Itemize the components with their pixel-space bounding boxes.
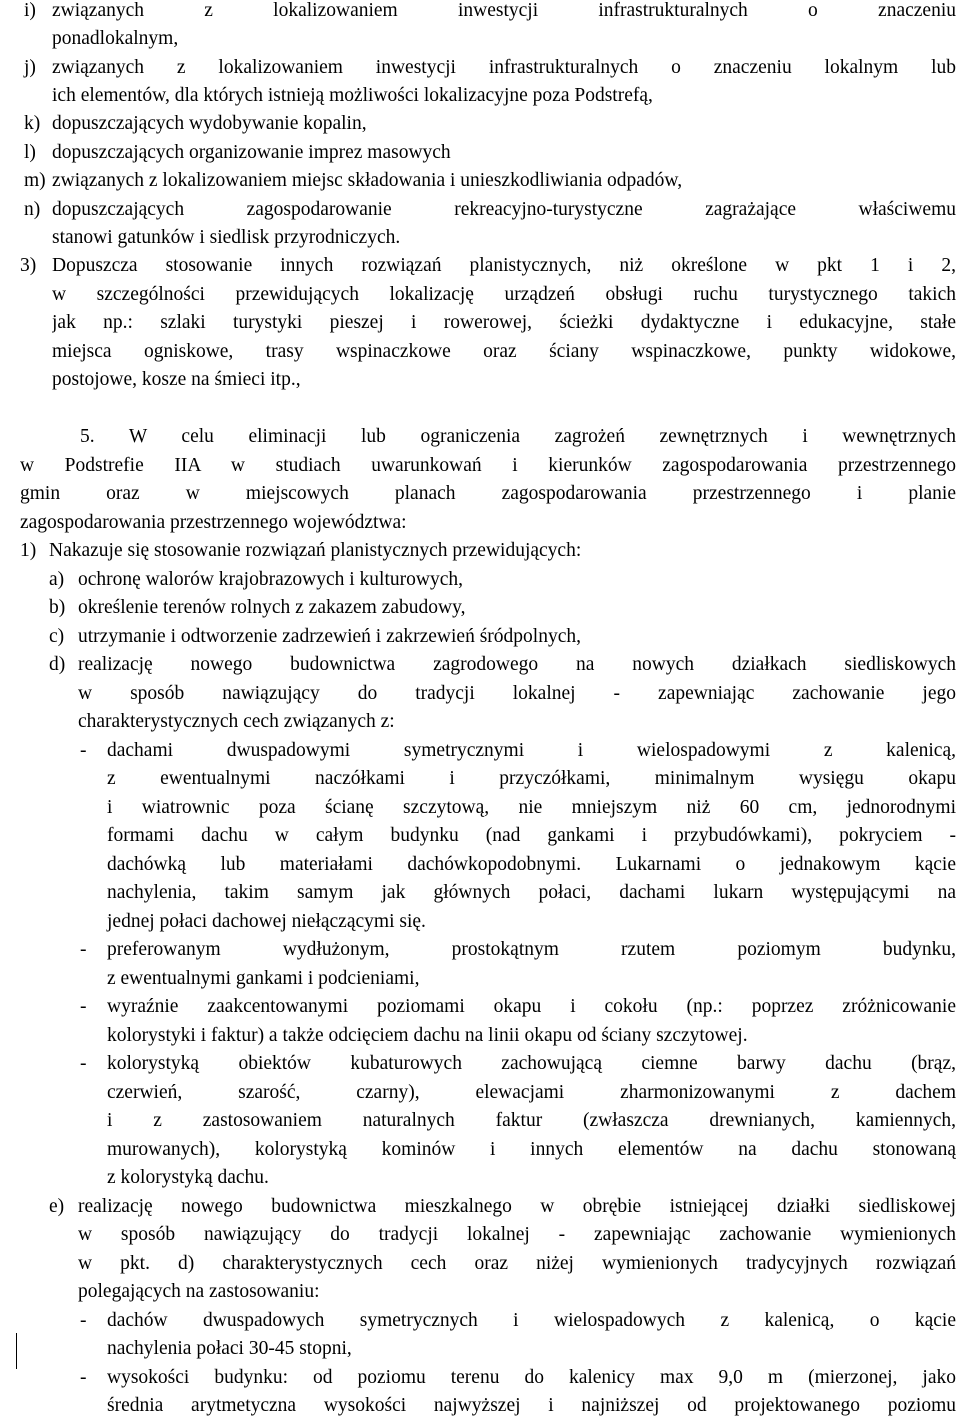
item-label-b: b) [49, 597, 66, 618]
text-line: w sposób nawiązujący do tradycji lokalnej - zapewniając zachowanie wymienionych [78, 1224, 956, 1245]
text-line: polegających na zastosowaniu: [78, 1281, 320, 1302]
text-line: w szczególności przewidujących lokalizację urządzeń obsługi ruchu turystycznego takich [52, 284, 956, 305]
text-line: kolorystyki i faktur) a także odcięciem dachu na linii okapu od ściany szczytowej. [107, 1025, 748, 1046]
text-line: z ewentualnymi naczółkami i przyczółkami, minimalnym wysięgu okapu [107, 768, 956, 789]
text-line: w sposób nawiązujący do tradycji lokalnej - zapewniając zachowanie jego [78, 683, 956, 704]
text-line: ochronę walorów krajobrazowych i kulturowych, [78, 569, 464, 590]
text-line: dachów dwuspadowych symetrycznych i wielospadowych z kalenicą, o kącie [107, 1310, 956, 1331]
text-line: realizację nowego budownictwa mieszkalnego w obrębie istniejącej działki siedliskowej [78, 1196, 956, 1217]
item-label-d: d) [49, 654, 66, 675]
item-label-j: j) [24, 57, 36, 78]
text-line: związanych z lokalizowaniem inwestycji infrastrukturalnych o znaczeniu lokalnym lub [52, 57, 956, 78]
text-line: w Podstrefie IIA w studiach uwarunkowań i kierunków zagospodarowania przestrzennego [20, 455, 956, 476]
text-line: dopuszczających organizowanie imprez masowych [52, 142, 451, 163]
dash-bullet: - [80, 1367, 87, 1388]
text-line: jednej połaci dachowej niełączącymi się. [107, 911, 426, 932]
text-line: miejsca ogniskowe, trasy wspinaczkowe oraz ściany wspinaczkowe, punkty widokowe, [52, 341, 956, 362]
text-line: średnia arytmetyczna wysokości najwyższej i najniższej od projektowanego poziomu [107, 1395, 956, 1416]
text-line: wyraźnie zaakcentowanymi poziomami okapu i cokołu (np.: poprzez zróżnicowanie [107, 996, 956, 1017]
text-line: określenie terenów rolnych z zakazem zabudowy, [78, 597, 466, 618]
text-line: dachówką lub materiałami dachówkopodobnymi. Lukarnami o jednakowym kącie [107, 854, 956, 875]
text-line: murowanych), kolorystyką kominów i innych elementów na dachu stonowaną [107, 1139, 956, 1160]
text-line: nachylenia połaci 30-45 stopni, [107, 1338, 352, 1359]
text-line: wysokości budynku: od poziomu terenu do kalenicy max 9,0 m (mierzonej, jako [107, 1367, 956, 1388]
text-line: czerwień, szarość, czarny), elewacjami zharmonizowanymi z dachem [107, 1082, 956, 1103]
dash-bullet: - [80, 1310, 87, 1331]
dash-bullet: - [80, 939, 87, 960]
dash-bullet: - [80, 1053, 87, 1074]
text-line: preferowanym wydłużonym, prostokątnym rzutem poziomym budynku, [107, 939, 956, 960]
text-line: i z zastosowaniem naturalnych faktur (zwłaszcza drewnianych, kamiennych, [107, 1110, 956, 1131]
text-line: gmin oraz w miejscowych planach zagospodarowania przestrzennego i planie [20, 483, 956, 504]
text-line: i wiatrownic poza ścianę szczytową, nie mniejszym niż 60 cm, jednorodnymi [107, 797, 956, 818]
text-line: dopuszczających zagospodarowanie rekreacyjno-turystyczne zagrażające właściwemu [52, 199, 956, 220]
section-5-first-line: 5. W celu eliminacji lub ograniczenia zagrożeń zewnętrznych i wewnętrznych [80, 426, 956, 447]
text-line: utrzymanie i odtworzenie zadrzewień i zakrzewień śródpolnych, [78, 626, 581, 647]
item-label-e: e) [49, 1196, 65, 1217]
margin-change-bar [16, 1333, 17, 1369]
item-label-3: 3) [20, 255, 37, 276]
item-label-l: l) [24, 142, 36, 163]
text-line: ponadlokalnym, [52, 28, 179, 49]
text-line: stanowi gatunków i siedlisk przyrodniczych. [52, 227, 401, 248]
item-label-i: i) [24, 0, 36, 21]
item-label-c: c) [49, 626, 65, 647]
text-line: dachami dwuspadowymi symetrycznymi i wielospadowymi z kalenicą, [107, 740, 956, 761]
text-line: zagospodarowania przestrzennego województwa: [20, 512, 407, 533]
text-line: dopuszczających wydobywanie kopalin, [52, 113, 367, 134]
text-line: formami dachu w całym budynku (nad gankami i przybudówkami), pokryciem - [107, 825, 956, 846]
item-label-m: m) [24, 170, 46, 191]
item-label-a: a) [49, 569, 65, 590]
item-label-1: 1) [20, 540, 37, 561]
text-line: ich elementów, dla których istnieją możliwości lokalizacyjne poza Podstrefą, [52, 85, 653, 106]
text-line: nachylenia, takim samym jak głównych połaci, dachami lukarn występującymi na [107, 882, 956, 903]
text-line: realizację nowego budownictwa zagrodowego na nowych działkach siedliskowych [78, 654, 956, 675]
text-line: Nakazuje się stosowanie rozwiązań planistycznych przewidujących: [49, 540, 582, 561]
text-line: z ewentualnymi gankami i podcieniami, [107, 968, 420, 989]
item-label-k: k) [24, 113, 41, 134]
dash-bullet: - [80, 740, 87, 761]
text-line: Dopuszcza stosowanie innych rozwiązań planistycznych, niż określone w pkt 1 i 2, [52, 255, 956, 276]
text-line: jak np.: szlaki turystyki pieszej i rowerowej, ścieżki dydaktyczne i edukacyjne, stałe [52, 312, 956, 333]
item-label-n: n) [24, 199, 41, 220]
text-line: charakterystycznych cech związanych z: [78, 711, 395, 732]
text-line: związanych z lokalizowaniem miejsc składowania i unieszkodliwiania odpadów, [52, 170, 683, 191]
dash-bullet: - [80, 996, 87, 1017]
text-line: w pkt. d) charakterystycznych cech oraz niżej wymienionych tradycyjnych rozwiązań [78, 1253, 956, 1274]
text-line: postojowe, kosze na śmieci itp., [52, 369, 301, 390]
text-line: kolorystyką obiektów kubaturowych zachowującą ciemne barwy dachu (brąz, [107, 1053, 956, 1074]
text-line: z kolorystyką dachu. [107, 1167, 269, 1188]
text-line: związanych z lokalizowaniem inwestycji infrastrukturalnych o znaczeniu [52, 0, 956, 21]
